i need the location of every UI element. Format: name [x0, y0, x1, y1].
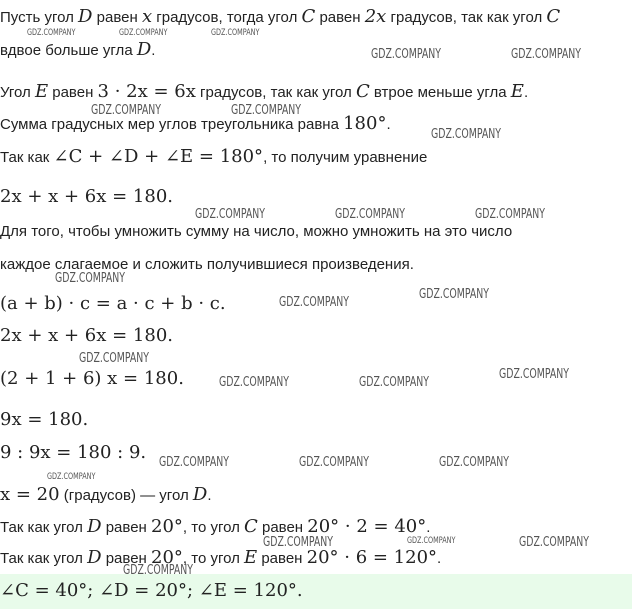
watermark: GDZ.COMPANY: [499, 367, 569, 382]
math: 3 · 2x = 6x: [97, 81, 196, 102]
equation-line-6: 2x + x + 6x = 180.: [0, 186, 174, 207]
watermark: GDZ.COMPANY: [335, 207, 405, 222]
math: 180°: [343, 113, 387, 134]
text-line-8: [0, 255, 414, 275]
watermark: GDZ.COMPANY: [219, 375, 289, 390]
math: 20° · 2 = 40°: [307, 516, 427, 537]
text-line-16: [0, 548, 441, 569]
math: x = 20: [0, 484, 60, 505]
text: Угол: [0, 84, 35, 101]
text: градусов, так как угол: [386, 9, 547, 26]
math: 2x: [364, 6, 387, 27]
text: равен: [101, 519, 151, 536]
math: C: [355, 81, 370, 102]
text: .: [151, 42, 156, 59]
watermark: GDZ.COMPANY: [299, 455, 369, 470]
text: .: [207, 487, 212, 504]
text: .: [437, 550, 442, 567]
watermark: GDZ.COMPANY: [519, 535, 589, 550]
watermark: GDZ.COMPANY: [211, 28, 260, 38]
text: вдвое больше угла: [0, 42, 137, 59]
text-line-4: [0, 114, 391, 135]
math: x: [141, 6, 153, 27]
math: ∠C + ∠D + ∠E = 180°: [53, 146, 264, 167]
text-line-1: [0, 7, 560, 28]
text: Для того, чтобы умножить сумму на число, можно умножить на это число: [0, 223, 513, 240]
math: C: [546, 6, 561, 27]
equation-line-11: (2 + 1 + 6) x = 180.: [0, 368, 184, 389]
watermark: GDZ.COMPANY: [91, 103, 161, 118]
text-line-3: [0, 82, 528, 103]
text: Сумма градусных мер углов треугольника равна: [0, 116, 344, 133]
watermark: GDZ.COMPANY: [47, 472, 96, 482]
math: D: [87, 547, 102, 568]
watermark: GDZ.COMPANY: [79, 351, 149, 366]
text: равен: [257, 519, 308, 536]
watermark: GDZ.COMPANY: [123, 563, 193, 578]
math: E: [510, 81, 524, 102]
text: , то угол: [182, 550, 245, 567]
text: , то получим уравнение: [263, 149, 428, 166]
math: D: [78, 6, 93, 27]
watermark: GDZ.COMPANY: [419, 287, 489, 302]
watermark: GDZ.COMPANY: [431, 127, 501, 142]
watermark: GDZ.COMPANY: [279, 295, 349, 310]
text: Так как угол: [0, 550, 88, 567]
math: 20°: [151, 516, 183, 537]
math: C: [301, 6, 316, 27]
watermark: GDZ.COMPANY: [475, 207, 545, 222]
equation-line-13: 9 : 9x = 180 : 9.: [0, 442, 147, 463]
text-line-15: [0, 517, 430, 538]
watermark: GDZ.COMPANY: [195, 207, 265, 222]
equation-line-9: (a + b) · c = a · c + b · c.: [0, 293, 226, 314]
text-line-7: [0, 222, 512, 242]
text: Так как угол: [0, 519, 88, 536]
text: равен: [257, 550, 307, 567]
text-line-2: [0, 40, 155, 61]
text: каждое слагаемое и сложить получившиеся произведения.: [0, 256, 414, 273]
math: C: [244, 516, 258, 537]
math: E: [34, 81, 49, 102]
text: втрое меньше угла: [369, 84, 511, 101]
text: равен: [315, 9, 365, 26]
watermark: GDZ.COMPANY: [263, 535, 333, 550]
text: равен: [101, 550, 151, 567]
watermark: GDZ.COMPANY: [439, 455, 509, 470]
watermark: GDZ.COMPANY: [119, 28, 168, 38]
watermark: GDZ.COMPANY: [27, 28, 76, 38]
watermark: GDZ.COMPANY: [407, 536, 456, 546]
equation-line-10: 2x + x + 6x = 180.: [0, 325, 174, 346]
text: (градусов) — угол: [59, 487, 193, 504]
text: .: [426, 519, 431, 536]
text: Так как: [0, 149, 54, 166]
watermark: GDZ.COMPANY: [371, 47, 441, 62]
watermark: GDZ.COMPANY: [511, 47, 581, 62]
math: 20° · 6 = 120°: [306, 547, 438, 568]
math: 20°: [151, 547, 183, 568]
watermark: GDZ.COMPANY: [55, 271, 125, 286]
text: равен: [92, 9, 142, 26]
math: D: [192, 484, 208, 505]
text: Пусть угол: [0, 9, 79, 26]
text: градусов, тогда угол: [152, 9, 302, 26]
math: D: [87, 516, 102, 537]
math: D: [136, 39, 152, 60]
text: , то угол: [182, 519, 245, 536]
math: E: [244, 547, 258, 568]
equation-line-12: 9x = 180.: [0, 409, 89, 430]
text: равен: [48, 84, 98, 101]
text-line-14: [0, 485, 212, 506]
watermark: GDZ.COMPANY: [359, 375, 429, 390]
text: .: [386, 116, 391, 133]
text: .: [523, 84, 529, 101]
watermark: GDZ.COMPANY: [159, 455, 229, 470]
text: градусов, так как угол: [195, 84, 356, 101]
answer-line: ∠C = 40°; ∠D = 20°; ∠E = 120°.: [0, 580, 303, 601]
text-line-5: [0, 147, 427, 168]
watermark: GDZ.COMPANY: [231, 103, 301, 118]
